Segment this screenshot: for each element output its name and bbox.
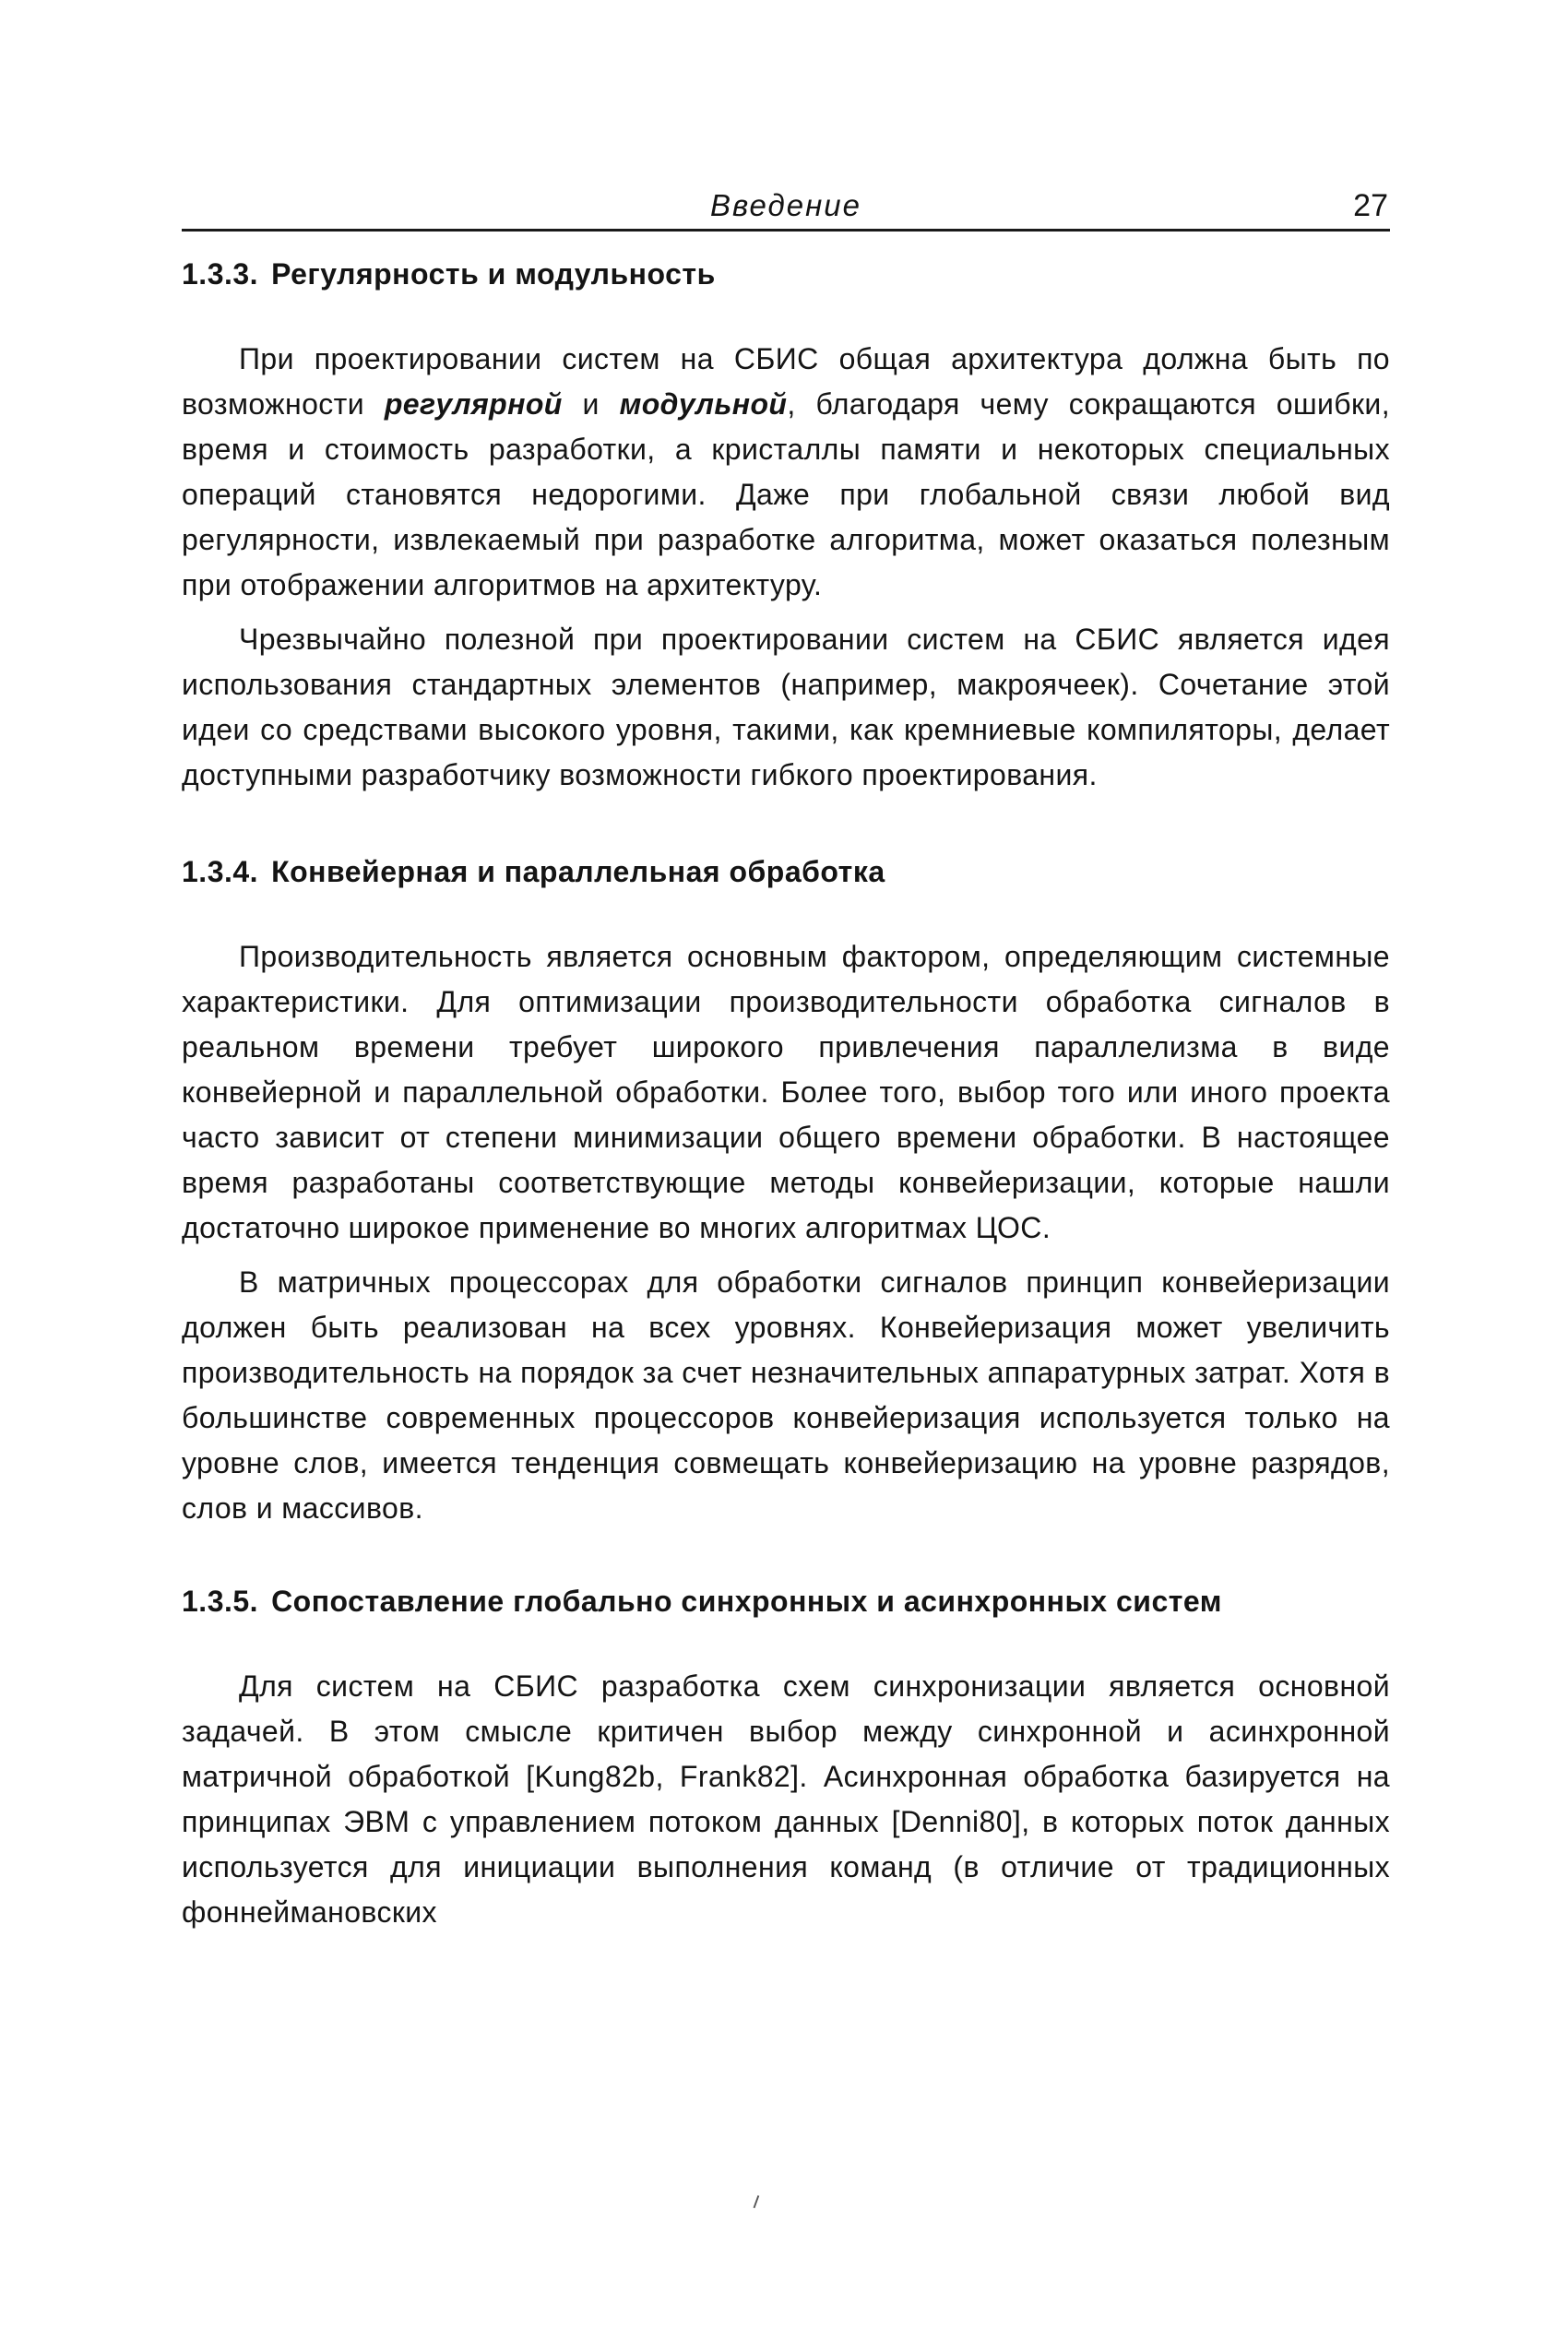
paragraph: Чрезвычайно полезной при проектировании систем на СБИС является идея использования стандартных элементов (например, макроячеек). Сочетание этой идеи со средствами высокого уровня, такими, как кремниевые компиляторы, делает доступными разработчику возможности гибкого проектирования. [182, 623, 1390, 791]
section-number: 1.3.3. [182, 257, 259, 291]
section-heading-1-3-4 [182, 853, 1390, 890]
emphasized-term: модульной [619, 387, 788, 421]
section-number: 1.3.4. [182, 855, 259, 888]
running-title: Введение [710, 188, 861, 222]
paragraph: Для систем на СБИС разработка схем синхронизации является основной задачей. В этом смысле критичен выбор между синхронной и асинхронной матричной обработкой [Kung82b, Frank82]. Асинхронная обработка базируется на принципах ЭВМ с управлением потоком данных [Denni80], в которых поток данных используется для инициации выполнения команд (в отличие от традиционных фоннеймановских [182, 1669, 1390, 1929]
section-title: Сопоставление глобально синхронных и асинхронных систем [271, 1585, 1222, 1618]
page-number: 27 [1353, 188, 1388, 223]
section-heading-1-3-3 [182, 255, 1390, 292]
emphasized-term: регулярной [384, 387, 563, 421]
paragraph: В матричных процессорах для обработки сигналов принцип конвейеризации должен быть реализован на всех уровнях. Конвейеризация может увеличить производительность на порядок за счет незначительных аппаратурных затрат. Хотя в большинстве современных процессоров конвейеризация используется только на уровне слов, имеется тенденция совмещать конвейеризацию на уровне разрядов, слов и массивов. [182, 1265, 1390, 1525]
paragraph-text: При проектировании систем на СБИС общая архитектура должна быть по возможности [182, 342, 1390, 421]
section-number: 1.3.5. [182, 1585, 259, 1618]
paragraph-text: , благодаря чему сокращаются ошибки, время и стоимость разработки, а кристаллы памяти и некоторых специальных операций становятся недорогими. Даже при глобальной связи любой вид регулярности, извлекаемый при разработке алгоритма, может оказаться полезным при отображении алгоритмов на архитектуру. [182, 387, 1391, 601]
book-page [182, 184, 1390, 1935]
paragraph: Производительность является основным фактором, определяющим системные характеристики. Для оптимизации производительности обработка сигналов в реальном времени требует широкого привлечения параллелизма в виде конвейерной и параллельной обработки. Более того, выбор того или иного проекта часто зависит от степени минимизации общего времени обработки. В настоящее время разработаны соответствующие методы конвейеризации, которые нашли достаточно широкое применение во многих алгоритмах ЦОС. [182, 940, 1390, 1244]
paragraph [182, 337, 1390, 608]
paragraph-text: и [562, 387, 620, 421]
section-title: Регулярность и модульность [271, 257, 716, 291]
section-heading-1-3-5 [182, 1583, 1390, 1620]
scan-artifact-mark: ╵ [742, 2194, 765, 2223]
running-header [182, 184, 1390, 232]
section-title: Конвейерная и параллельная обработка [271, 855, 885, 888]
